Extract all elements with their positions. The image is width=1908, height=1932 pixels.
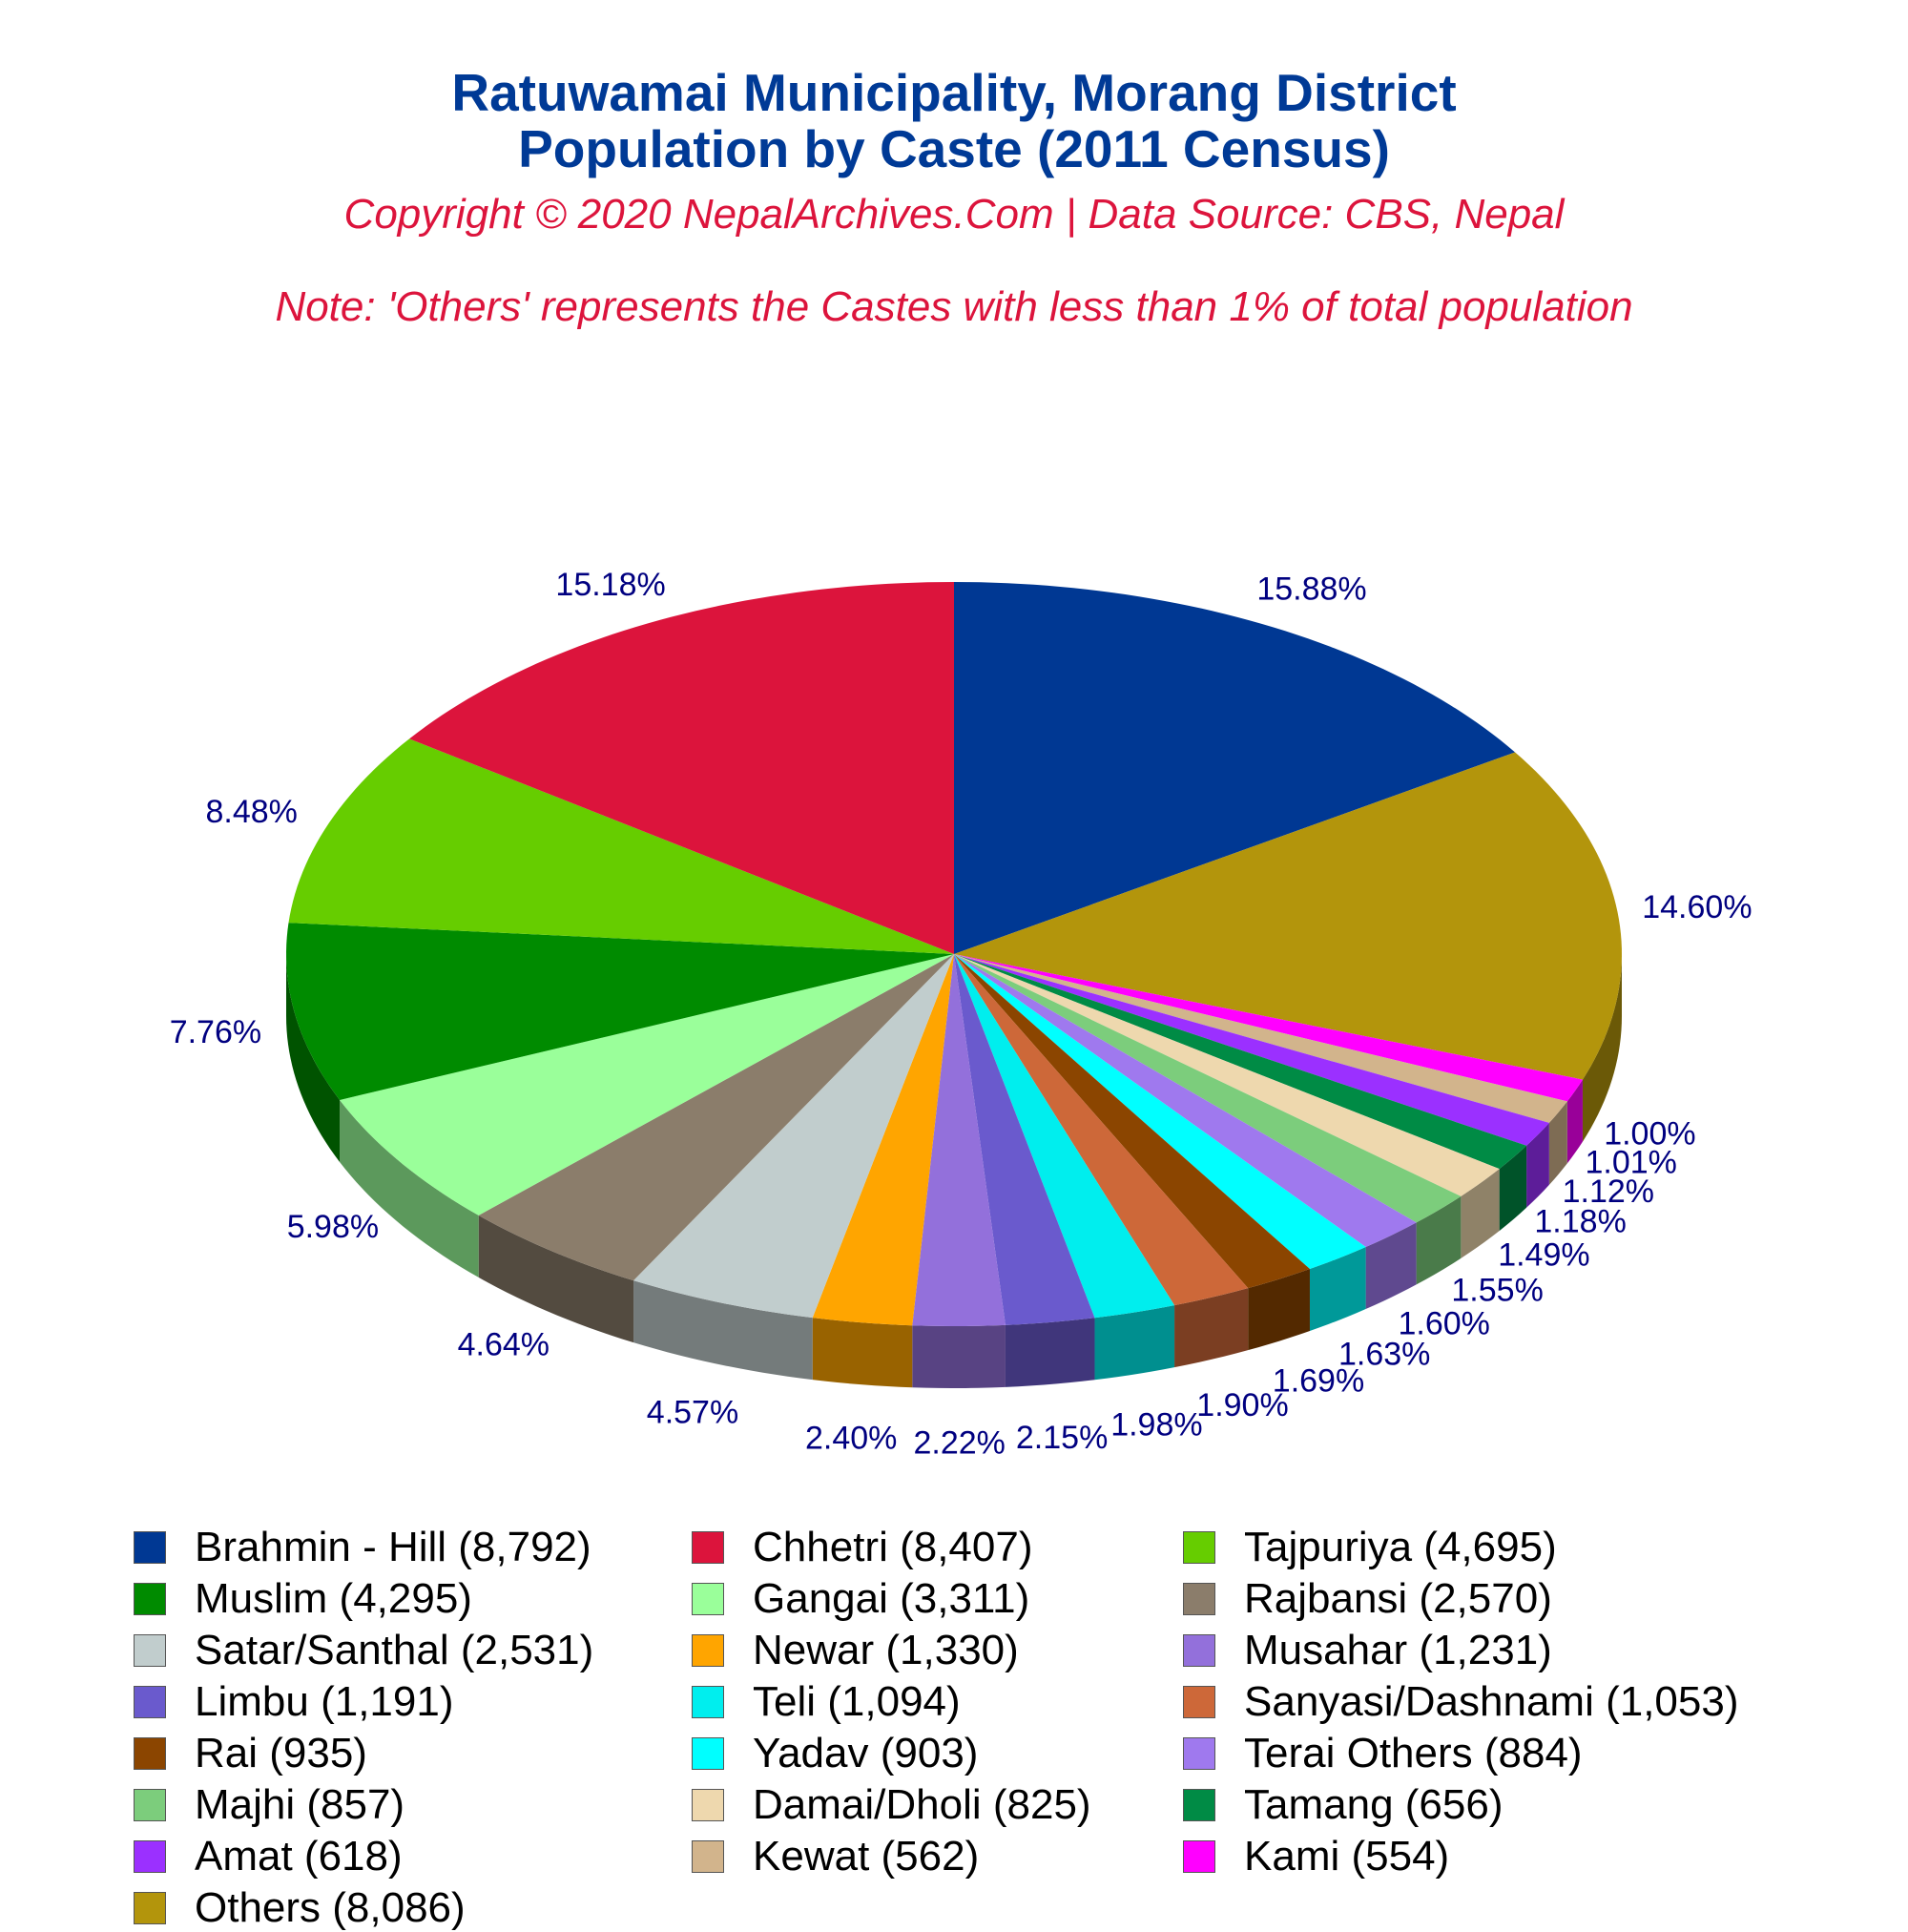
pie-label-rajbansi: 4.64%: [457, 1326, 550, 1363]
pie-label-brahmin-hill: 15.88%: [1256, 571, 1367, 608]
pie-label-amat: 1.12%: [1562, 1173, 1655, 1210]
pie-label-chhetri: 15.18%: [555, 566, 666, 603]
legend-swatch: [1183, 1583, 1215, 1615]
legend-swatch: [692, 1840, 724, 1873]
legend-label: Others (8,086): [195, 1884, 466, 1931]
legend-label: Newar (1,330): [753, 1627, 1019, 1673]
pie-label-limbu: 2.15%: [1015, 1420, 1109, 1457]
pie-label-tajpuriya: 8.48%: [205, 794, 298, 830]
legend-label: Tamang (656): [1244, 1781, 1504, 1828]
legend-label: Kami (554): [1244, 1833, 1450, 1880]
legend-label: Majhi (857): [195, 1781, 405, 1828]
legend-item-teli: [692, 1679, 961, 1725]
legend-item-rai: [134, 1731, 367, 1776]
pie-label-yadav: 1.63%: [1338, 1336, 1431, 1373]
legend-swatch: [1183, 1531, 1215, 1564]
pie-label-satar-santhal: 4.57%: [646, 1394, 739, 1431]
pie-side-musahar: [912, 1325, 1006, 1388]
legend-label: Sanyasi/Dashnami (1,053): [1244, 1678, 1739, 1725]
legend-label: Musahar (1,231): [1244, 1627, 1552, 1673]
legend-item-kewat: [692, 1834, 979, 1880]
legend-swatch: [692, 1737, 724, 1770]
legend-swatch: [134, 1789, 166, 1821]
legend-item-rajbansi: [1183, 1576, 1552, 1622]
pie-label-tamang: 1.18%: [1534, 1203, 1627, 1240]
pie-label-kami: 1.00%: [1604, 1115, 1696, 1153]
pie-label-majhi: 1.55%: [1451, 1272, 1544, 1309]
copyright-text: Copyright © 2020 NepalArchives.Com | Data Source: CBS, Nepal: [343, 191, 1565, 238]
pie-label-musahar: 2.22%: [913, 1424, 1006, 1462]
legend-item-limbu: [134, 1679, 453, 1725]
pie-side-teli: [1094, 1305, 1174, 1380]
legend-swatch: [692, 1789, 724, 1821]
legend-item-musahar: [1183, 1628, 1552, 1673]
pie-label-damai-dholi: 1.49%: [1498, 1236, 1590, 1274]
pie-label-terai-others: 1.60%: [1398, 1305, 1490, 1342]
legend-label: Chhetri (8,407): [753, 1524, 1033, 1570]
legend-label: Terai Others (884): [1244, 1730, 1583, 1776]
legend-item-yadav: [692, 1731, 978, 1776]
legend-item-muslim: [134, 1576, 472, 1622]
legend-swatch: [692, 1583, 724, 1615]
legend-item-amat: [134, 1834, 403, 1880]
legend-label: Satar/Santhal (2,531): [195, 1627, 594, 1673]
legend-label: Tajpuriya (4,695): [1244, 1524, 1557, 1570]
pie-label-newar: 2.40%: [804, 1420, 898, 1457]
legend-label: Amat (618): [195, 1833, 403, 1880]
pie-side-newar: [813, 1318, 913, 1387]
legend-item-others: [134, 1885, 466, 1931]
pie-top-layer: [286, 582, 1622, 1326]
legend-label: Teli (1,094): [753, 1678, 961, 1725]
legend-item-damai-dholi: [692, 1782, 1091, 1828]
legend-label: Yadav (903): [753, 1730, 979, 1776]
legend-item-tajpuriya: [1183, 1525, 1557, 1570]
legend-swatch: [1183, 1737, 1215, 1770]
chart-title-line-1: Ratuwamai Municipality, Morang District: [451, 63, 1457, 122]
legend-item-brahmin-hill: [134, 1525, 591, 1570]
legend-item-tamang: [1183, 1782, 1503, 1828]
pie-label-muslim: 7.76%: [169, 1014, 262, 1051]
legend-swatch: [134, 1892, 166, 1924]
legend-swatch: [134, 1840, 166, 1873]
legend-swatch: [1183, 1634, 1215, 1667]
pie-label-gangai: 5.98%: [286, 1209, 380, 1245]
note-text: Note: 'Others' represents the Castes with less than 1% of total population: [275, 283, 1633, 330]
legend-label: Muslim (4,295): [195, 1575, 472, 1622]
legend-label: Rajbansi (2,570): [1244, 1575, 1552, 1622]
pie-side-limbu: [1006, 1318, 1095, 1387]
legend-label: Kewat (562): [753, 1833, 980, 1880]
chart-title-line-2: Population by Caste (2011 Census): [518, 119, 1390, 178]
legend-swatch: [134, 1583, 166, 1615]
legend-label: Gangai (3,311): [753, 1575, 1030, 1622]
legend-item-chhetri: [692, 1525, 1032, 1570]
legend-swatch: [1183, 1686, 1215, 1718]
pie-label-kewat: 1.01%: [1585, 1144, 1677, 1181]
legend-item-kami: [1183, 1834, 1449, 1880]
legend-swatch: [692, 1531, 724, 1564]
legend-item-satar-santhal: [134, 1628, 593, 1673]
legend-swatch: [134, 1686, 166, 1718]
pie-label-rai: 1.69%: [1272, 1362, 1365, 1400]
chart-legend: [0, 1524, 1908, 1931]
legend-item-gangai: [692, 1576, 1029, 1622]
legend-label: Damai/Dholi (825): [753, 1781, 1091, 1828]
pie-label-teli: 1.98%: [1110, 1406, 1203, 1444]
legend-swatch: [1183, 1789, 1215, 1821]
legend-swatch: [1183, 1840, 1215, 1873]
legend-label: Limbu (1,191): [195, 1678, 454, 1725]
legend-swatch: [692, 1634, 724, 1667]
legend-swatch: [134, 1634, 166, 1667]
legend-item-majhi: [134, 1782, 404, 1828]
legend-label: Rai (935): [195, 1730, 367, 1776]
legend-item-terai-others: [1183, 1731, 1583, 1776]
legend-swatch: [692, 1686, 724, 1718]
legend-swatch: [134, 1531, 166, 1564]
legend-item-newar: [692, 1628, 1019, 1673]
legend-label: Brahmin - Hill (8,792): [195, 1524, 591, 1570]
pie-label-others: 14.60%: [1642, 889, 1752, 926]
pie-label-sanyasi-dashnami: 1.90%: [1196, 1386, 1289, 1423]
legend-swatch: [134, 1737, 166, 1770]
legend-item-sanyasi-dashnami: [1183, 1679, 1738, 1725]
